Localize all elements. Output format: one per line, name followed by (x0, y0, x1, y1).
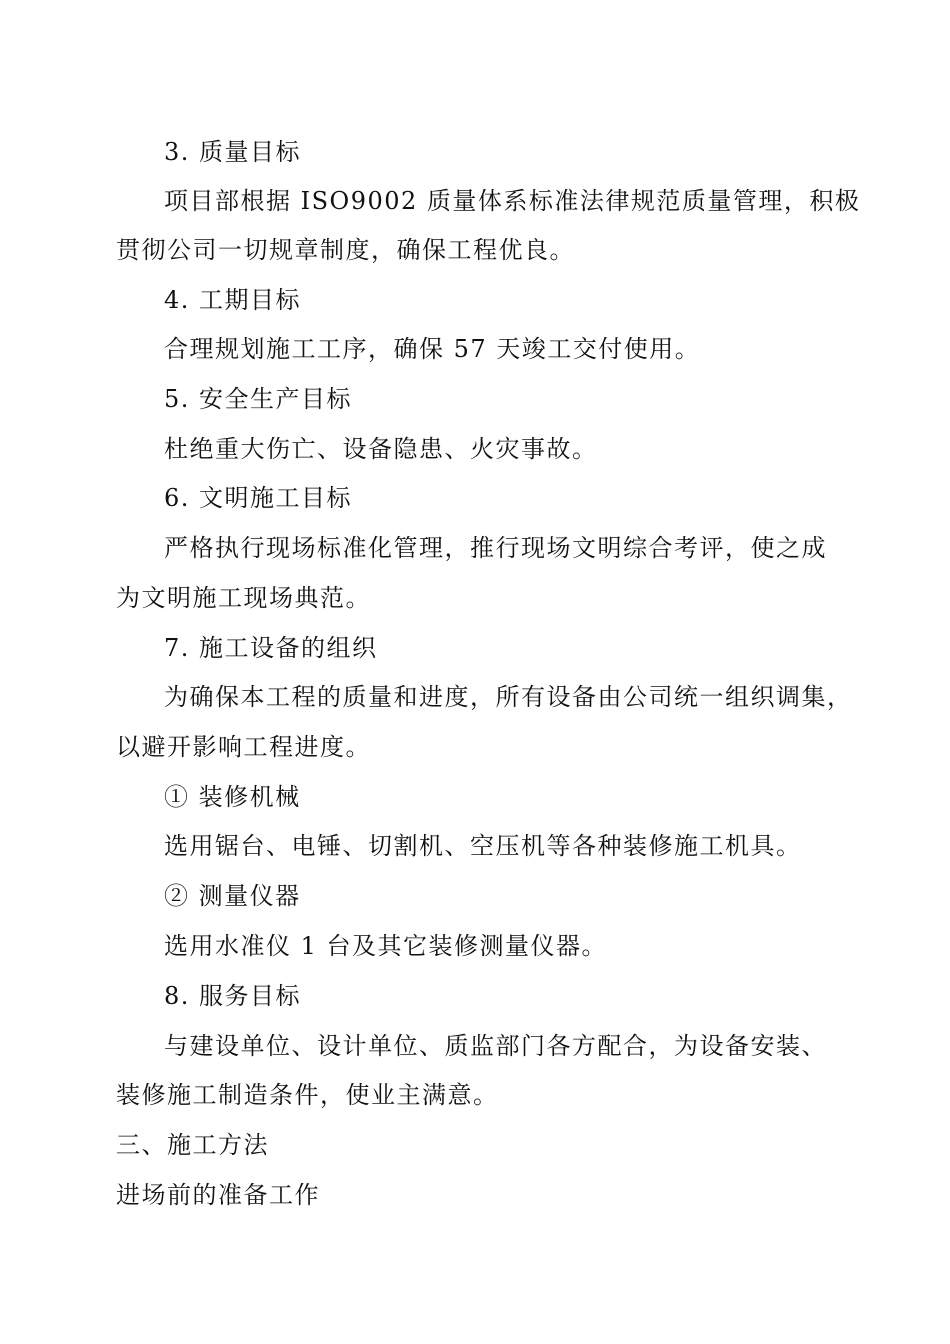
paragraph-line: 装修施工制造条件，使业主满意。 (116, 1081, 499, 1109)
subheading-decoration-machinery: ① 装修机械 (164, 783, 301, 811)
subheading-preparation-before-entry: 进场前的准备工作 (116, 1181, 320, 1209)
paragraph-line: 与建设单位、设计单位、质监部门各方配合，为设备安装、 (164, 1032, 827, 1060)
paragraph-line: 贯彻公司一切规章制度，确保工程优良。 (116, 236, 575, 264)
subheading-surveying-instruments: ② 测量仪器 (164, 882, 301, 910)
section-heading-construction-method: 三、施工方法 (116, 1131, 269, 1159)
paragraph-line: 为确保本工程的质量和进度，所有设备由公司统一组织调集， (164, 683, 853, 711)
heading-equipment-organization: 7. 施工设备的组织 (164, 634, 378, 662)
paragraph-line: 为文明施工现场典范。 (116, 584, 371, 612)
heading-quality-target: 3. 质量目标 (164, 138, 302, 166)
paragraph-line: 项目部根据 ISO9002 质量体系标准法律规范质量管理，积极 (164, 187, 861, 215)
paragraph-line: 以避开影响工程进度。 (116, 733, 371, 761)
heading-safety-target: 5. 安全生产目标 (164, 385, 353, 413)
paragraph-line: 选用水准仪 1 台及其它装修测量仪器。 (164, 932, 608, 960)
heading-civilized-construction-target: 6. 文明施工目标 (164, 484, 353, 512)
paragraph-line: 选用锯台、电锤、切割机、空压机等各种装修施工机具。 (164, 832, 802, 860)
paragraph-line: 合理规划施工工序，确保 57 天竣工交付使用。 (164, 335, 701, 363)
heading-service-target: 8. 服务目标 (164, 982, 302, 1010)
heading-schedule-target: 4. 工期目标 (164, 286, 302, 314)
paragraph-line: 杜绝重大伤亡、设备隐患、火灾事故。 (164, 435, 598, 463)
paragraph-line: 严格执行现场标准化管理，推行现场文明综合考评，使之成 (164, 534, 827, 562)
